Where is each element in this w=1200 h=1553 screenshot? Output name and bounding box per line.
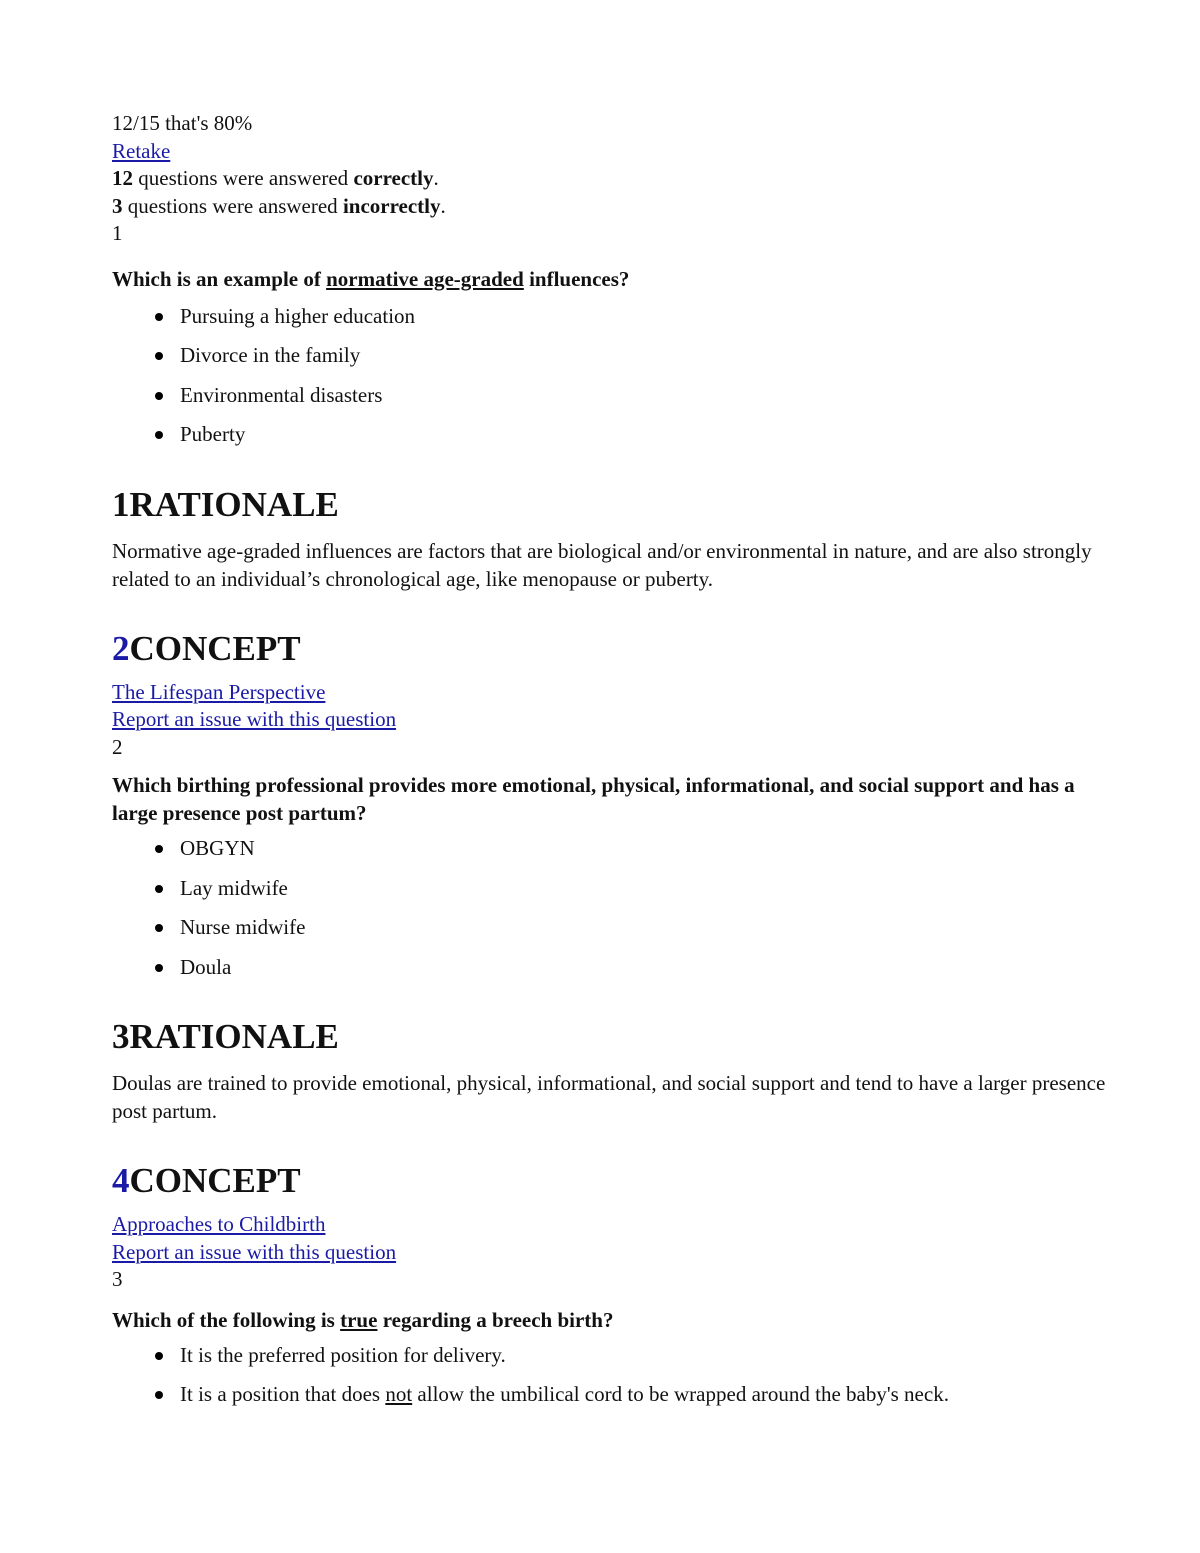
answer-option[interactable]: It is a position that does not allow the umbilical cord to be wrapped around the baby's neck. (112, 1375, 1112, 1415)
report-issue-link[interactable]: Report an issue with this question (112, 1239, 397, 1264)
rationale-heading: 3RATIONALE (112, 1017, 339, 1056)
quiz-results-page (112, 110, 1112, 1415)
retake-link[interactable]: Retake (112, 138, 171, 163)
score-summary: 12/15 that's 80% (112, 111, 253, 135)
answer-option[interactable]: Divorce in the family (112, 336, 1112, 376)
answer-option[interactable]: Pursuing a higher education (112, 297, 1112, 337)
report-issue-link[interactable]: Report an issue with this question (112, 707, 397, 731)
incorrect-count: 3 (112, 193, 123, 218)
answer-options (112, 829, 1112, 987)
question-text: Which birthing professional provides more emotional, physical, informational, and social support and has a large presence post partum? (112, 773, 1075, 825)
answer-options (112, 297, 1112, 455)
question-number: 1 (112, 221, 123, 245)
answer-option[interactable]: Puberty (112, 415, 1112, 455)
question-number: 2 (112, 734, 123, 759)
answer-option[interactable]: OBGYN (112, 829, 1112, 869)
question-text: Which of the following is true regarding a breech birth? (112, 1307, 614, 1332)
answer-option[interactable]: It is the preferred position for delivery. (112, 1336, 1112, 1376)
answer-option[interactable]: Nurse midwife (112, 908, 1112, 948)
answer-option[interactable]: Lay midwife (112, 869, 1112, 909)
incorrect-count-line: 3 questions were answered incorrectly. (112, 193, 446, 218)
question-number: 3 (112, 1267, 123, 1291)
rationale-heading: 1RATIONALE (112, 484, 339, 524)
concept-heading: 4CONCEPT (112, 1161, 301, 1200)
correct-count: 12 (112, 166, 133, 190)
answer-options (112, 1336, 1112, 1415)
concept-heading: 2CONCEPT (112, 628, 301, 668)
rationale-text: Normative age-graded influences are factors that are biological and/or environmental in nature, and are also strongly related to an individual’s chronological age, like menopause or puberty. (112, 538, 1092, 591)
concept-link[interactable]: The Lifespan Perspective (112, 679, 326, 704)
question-text: Which is an example of normative age-graded influences? (112, 266, 630, 291)
rationale-text: Doulas are trained to provide emotional, physical, informational, and social support and tend to have a larger presence post partum. (112, 1071, 1106, 1123)
answer-option[interactable]: Environmental disasters (112, 376, 1112, 416)
concept-link[interactable]: Approaches to Childbirth (112, 1212, 326, 1236)
correct-count-line: 12 questions were answered correctly. (112, 166, 439, 190)
answer-option[interactable]: Doula (112, 948, 1112, 988)
